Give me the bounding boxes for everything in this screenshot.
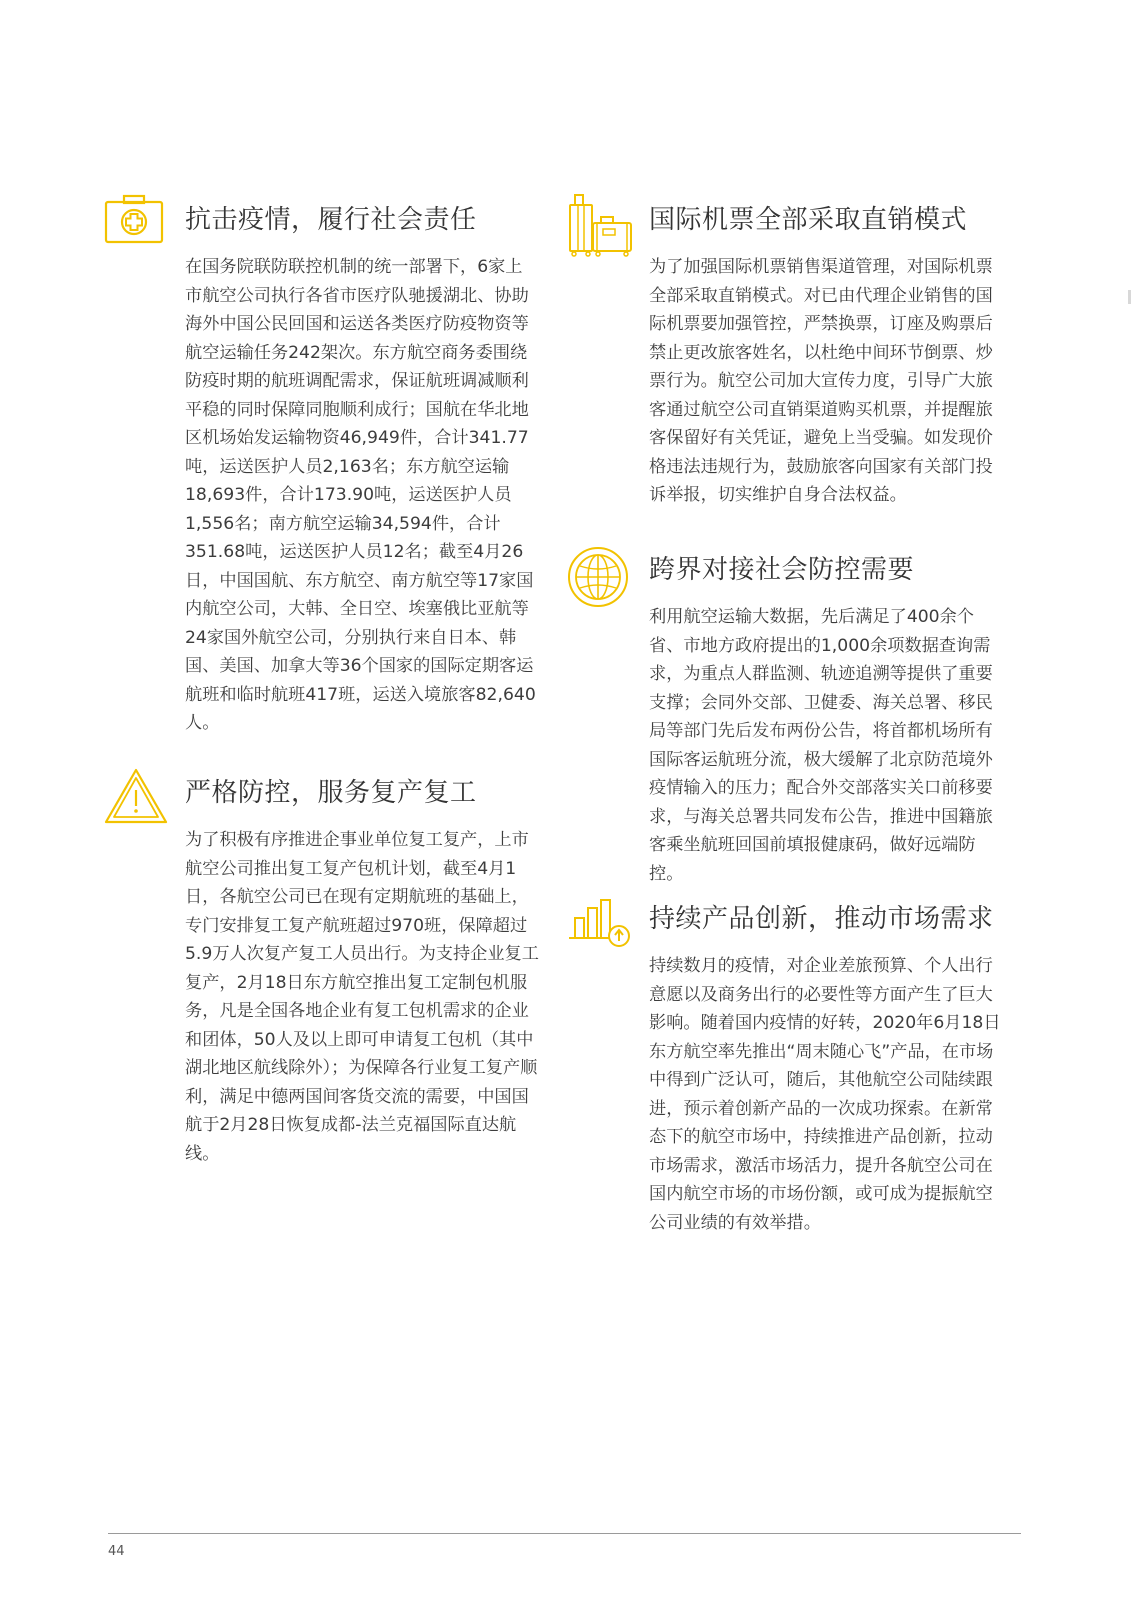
section-body: 利用航空运输大数据，先后满足了400余个省、市地方政府提出的1,000余项数据查询需求，为重点人群监测、轨迹追溯等提供了重要支撑；会同外交部、卫健委、海关总署、移民局等部门先后发布两份公告，将首都机场所有国际客运航班分流，极大缓解了北京防范境外疫情输入的压力；配合外交部落实关口前移要求，与海关总署共同发布公告，推进中国籍旅客乘坐航班回国前填报健康码，做好远端防控。	[649, 607, 993, 884]
growth-chart-icon	[567, 894, 635, 950]
section-title: 严格防控，服务复产复工	[185, 778, 477, 808]
section-body: 为了加强国际机票销售渠道管理，对国际机票全部采取直销模式。对已由代理企业销售的国际机票要加强管控，严禁换票，订座及购票后禁止更改旅客姓名，以杜绝中间环节倒票、炒票行为。航空公司加大宣传力度，引导广大旅客通过航空公司直销渠道购买机票，并提醒旅客保留好有关凭证，避免上当受骗。如发现价格违法违规行为，鼓励旅客向国家有关部门投诉举报，切实维护自身合法权益。	[649, 257, 993, 505]
globe-icon	[567, 546, 629, 608]
warning-icon	[104, 768, 168, 824]
section-body: 持续数月的疫情，对企业差旅预算、个人出行意愿以及商务出行的必要性等方面产生了巨大影响。随着国内疫情的好转，2020年6月18日东方航空率先推出“周末随心飞”产品，在市场中得到广泛认可，随后，其他航空公司陆续跟进，预示着创新产品的一次成功探索。在新常态下的航空市场中，持续推进产品创新，拉动市场需求，激活市场活力，提升各航空公司在国内航空市场的市场份额，或可成为提振航空公司业绩的有效举措。	[649, 956, 1001, 1233]
section-title: 抗击疫情，履行社会责任	[185, 205, 477, 235]
footer-divider	[108, 1533, 1021, 1534]
section-body: 为了积极有序推进企事业单位复工复产，上市航空公司推出复工复产包机计划，截至4月1日，各航空公司已在现有定期航班的基础上，专门安排复工复产航班超过970班，保障超过5.9万人次复产复工人员出行。为支持企业复工复产，2月18日东方航空推出复工定制包机服务，凡是全国各地企业有复工包机需求的企业和团体，50人及以上即可申请复工包机（其中湖北地区航线除外）；为保障各行业复工复产顺利，满足中德两国间客货交流的需要，中国国航于2月28日恢复成都-法兰克福国际直达航线。	[185, 830, 539, 1164]
section-title: 跨界对接社会防控需要	[649, 555, 915, 585]
section-title: 国际机票全部采取直销模式	[649, 205, 968, 235]
section-title: 持续产品创新，推动市场需求	[649, 904, 994, 934]
medical-kit-icon	[104, 194, 164, 244]
section-body: 在国务院联防联控机制的统一部署下，6家上市航空公司执行各省市医疗队驰援湖北、协助海外中国公民回国和运送各类医疗防疫物资等航空运输任务242架次。东方航空商务委围绕防疫时期的航班调配需求，保证航班调减顺利平稳的同时保障同胞顺利成行；国航在华北地区机场始发运输物资46,949件，合计341.77吨，运送医护人员2,163名；东方航空运输18,693件，合计173.90吨，运送医护人员1,556名；南方航空运输34,594件，合计351.68吨，运送医护人员12名；截至4月26日，中国国航、东方航空、南方航空等17家国内航空公司，大韩、全日空、埃塞俄比亚航等24家国外航空公司，分别执行来自日本、韩国、美国、加拿大等36个国家的国际定期客运航班和临时航班417班，运送入境旅客82,640人。	[185, 257, 536, 733]
page-number: 44	[108, 1544, 125, 1559]
luggage-icon	[567, 193, 633, 257]
